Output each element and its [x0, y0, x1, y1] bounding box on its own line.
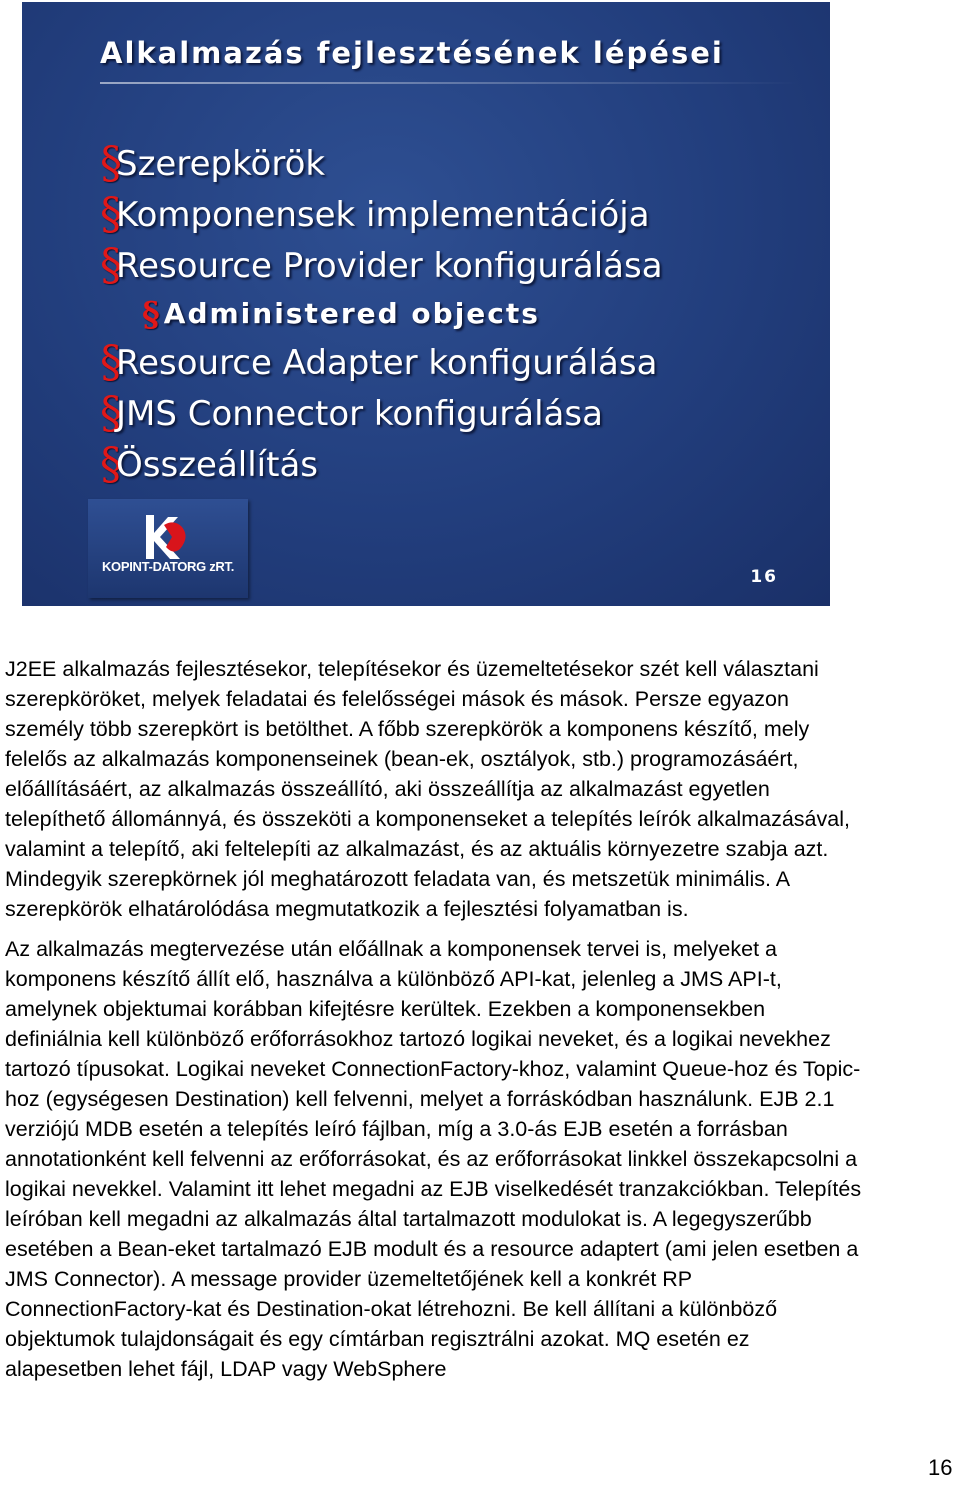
speaker-notes	[5, 654, 865, 1384]
bullet-item	[100, 337, 663, 388]
slide-title: Alkalmazás fejlesztésének lépései	[100, 36, 724, 70]
title-divider	[100, 82, 800, 84]
section-bullet-icon: §	[100, 337, 122, 388]
section-bullet-icon: §	[142, 295, 162, 335]
section-bullet-icon: §	[100, 388, 122, 439]
section-bullet-icon: §	[100, 439, 122, 490]
section-bullet-icon: §	[100, 189, 122, 240]
page-number: 16	[928, 1455, 953, 1480]
bullet-item	[100, 388, 663, 439]
presentation-slide	[22, 2, 830, 606]
logo-text: KOPINT-DATORG zRT.	[101, 559, 235, 574]
kopint-logo-icon	[140, 511, 192, 563]
section-bullet-icon: §	[100, 240, 122, 291]
bullet-item	[100, 439, 663, 490]
company-logo	[88, 499, 248, 598]
bullet-text: JMS Connector konfigurálása	[116, 394, 603, 434]
bullet-text: Komponensek implementációja	[116, 195, 650, 235]
slide-bullet-list	[100, 138, 663, 490]
bullet-text: Resource Provider konfigurálása	[116, 246, 663, 286]
notes-paragraph: Az alkalmazás megtervezése után előállnak a komponensek tervei is, melyeket a komponens készítő állít elő, használva a különböző API-kat, jelenleg a JMS API-t, amelynek objektumai korábban kifejtésre kerültek. Ezekben a komponensekben definiálnia kell különböző erőforrásokhoz tartozó logikai neveket, és a logikai nevekhez tartozó típusokat. Logikai neveket ConnectionFactory-khoz, valamint Queue-hoz és Topic-hoz (egységesen Destination) kell felvenni, melyet a forráskódban használunk. EJB 2.1 verziójú MDB esetén a telepítés leíró fájlban, míg a 3.0-ás EJB esetén a forrásban annotationként kell felvenni az erőforrásokat, és az erőforrásokat linkkel összekapcsolni a logikai nevekkel. Valamint itt lehet megadni az EJB viselkedését tranzakciókban. Telepítés leíróban kell megadni az alkalmazás által tartalmazott modulokat is. A legegyszerűbb esetében a Bean-eket tartalmazó EJB modult és a resource adaptert (ami jelen esetben a JMS Connector). A message provider üzemeltetőjének kell a konkrét RP ConnectionFactory-kat és Destination-okat létrehozni. Be kell állítani a különböző objektumok tulajdonságait és egy címtárban regisztrálni azokat. MQ esetén ez alapesetben lehet fájl, LDAP vagy WebSphere	[5, 937, 862, 1381]
bullet-item	[100, 138, 663, 189]
bullet-text: Administered objects	[163, 297, 540, 330]
bullet-text: Összeállítás	[116, 445, 319, 485]
bullet-item	[100, 240, 663, 291]
bullet-text: Resource Adapter konfigurálása	[116, 343, 658, 383]
bullet-item	[100, 189, 663, 240]
notes-paragraph: J2EE alkalmazás fejlesztésekor, telepítésekor és üzemeltetésekor szét kell választani szerepköröket, melyek feladatai és felelősségei mások és mások. Persze egyazon személy több szerepkört is betölthet. A főbb szerepkörök a komponens készítő, mely felelős az alkalmazás komponenseinek (bean-ek, osztályok, stb.) programozásáért, előállításáért, az alkalmazás összeállító, aki összeállítja az alkalmazást egyetlen telepíthető állománnyá, és összeköti a komponenseket a telepítés leírók alkalmazásával, valamint a telepítő, aki feltelepíti az alkalmazást, és az aktuális környezetre szabja azt. Mindegyik szerepkörnek jól meghatározott feladata van, és metszetük minimális. A szerepkörök elhatárolódása megmutatkozik a fejlesztési folyamatban is.	[5, 657, 850, 921]
bullet-text: Szerepkörök	[116, 144, 326, 184]
sub-bullet-item	[100, 291, 663, 337]
slide-number: 16	[750, 567, 778, 587]
section-bullet-icon: §	[100, 138, 122, 189]
